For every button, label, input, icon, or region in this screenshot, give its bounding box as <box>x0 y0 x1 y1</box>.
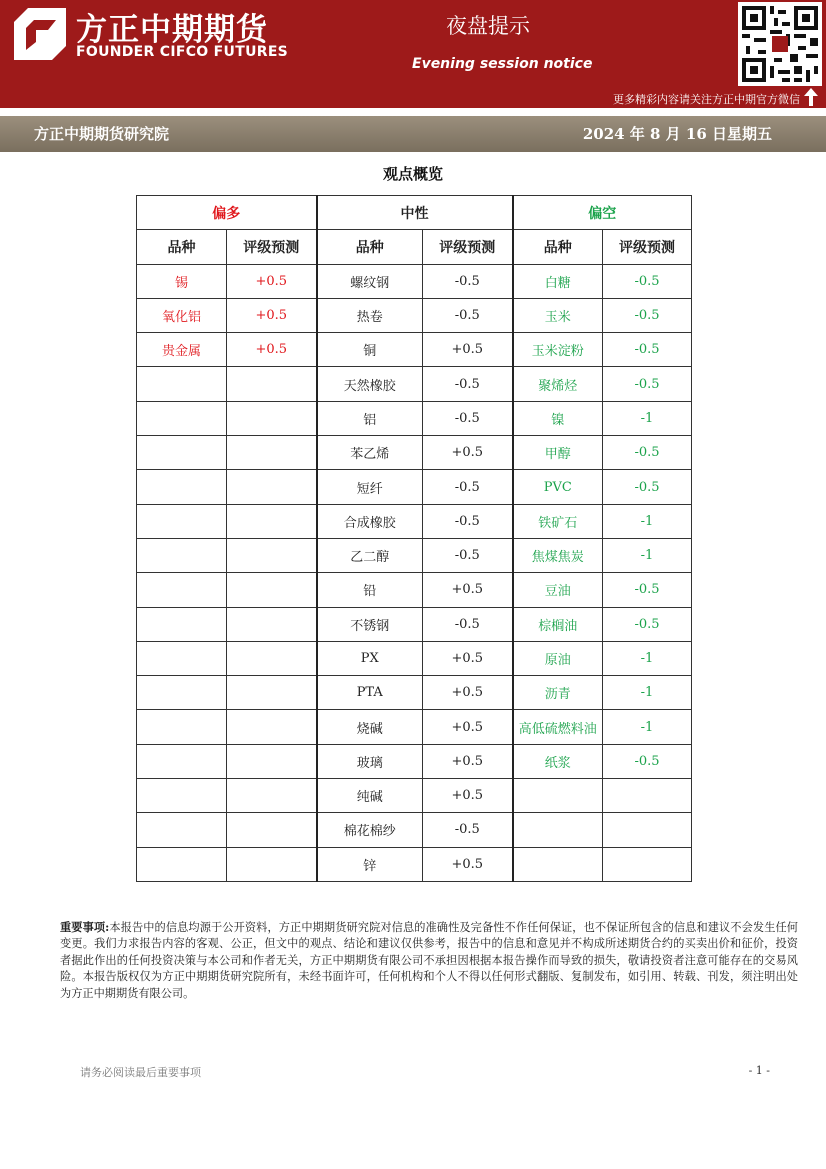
report-date: 2024 年 8 月 16 日星期五 <box>582 125 772 143</box>
rating-cell: -0.5 <box>423 470 513 504</box>
rating-cell: -1 <box>603 401 692 435</box>
rating-cell <box>227 676 317 710</box>
rating-cell <box>227 744 317 778</box>
variety-cell: 焦煤焦炭 <box>513 538 603 572</box>
col-rating: 评级预测 <box>423 230 513 264</box>
footer-note: 请务必阅读最后重要事项 <box>80 1066 201 1079</box>
variety-cell <box>137 779 227 813</box>
variety-cell: PX <box>317 641 423 675</box>
group-neutral: 中性 <box>317 196 513 230</box>
variety-cell: 铅 <box>317 573 423 607</box>
rating-cell: -0.5 <box>423 401 513 435</box>
variety-cell <box>137 710 227 744</box>
table-title: 观点概览 <box>382 165 443 183</box>
rating-cell: +0.5 <box>227 298 317 332</box>
rating-cell <box>227 573 317 607</box>
rating-cell: -1 <box>603 676 692 710</box>
variety-cell: 原油 <box>513 641 603 675</box>
rating-cell: -0.5 <box>603 298 692 332</box>
variety-cell: 乙二醇 <box>317 538 423 572</box>
sub-header-bar <box>0 116 826 152</box>
variety-cell <box>137 470 227 504</box>
variety-cell <box>137 436 227 470</box>
table-row <box>137 641 692 675</box>
rating-cell: +0.5 <box>423 573 513 607</box>
rating-cell: -0.5 <box>603 264 692 298</box>
group-bullish: 偏多 <box>137 196 317 230</box>
variety-cell: PVC <box>513 470 603 504</box>
variety-cell: 螺纹钢 <box>317 264 423 298</box>
rating-cell <box>227 847 317 881</box>
variety-cell: 合成橡胶 <box>317 504 423 538</box>
variety-cell: 玉米淀粉 <box>513 333 603 367</box>
rating-cell: -0.5 <box>603 333 692 367</box>
variety-cell: 铜 <box>317 333 423 367</box>
rating-cell <box>227 813 317 847</box>
variety-cell: 豆油 <box>513 573 603 607</box>
col-rating: 评级预测 <box>227 230 317 264</box>
rating-cell: -1 <box>603 641 692 675</box>
variety-cell: 甲醇 <box>513 436 603 470</box>
table-row <box>137 264 692 298</box>
rating-cell: +0.5 <box>423 744 513 778</box>
logo-text-en: FOUNDER CIFCO FUTURES <box>76 44 289 60</box>
rating-cell <box>227 607 317 641</box>
variety-cell <box>137 607 227 641</box>
header-band <box>0 0 826 108</box>
table-row <box>137 436 692 470</box>
variety-cell: PTA <box>317 676 423 710</box>
variety-cell: 棉花棉纱 <box>317 813 423 847</box>
rating-cell: -0.5 <box>423 538 513 572</box>
variety-cell: 纯碱 <box>317 779 423 813</box>
group-bearish: 偏空 <box>513 196 692 230</box>
disclaimer-text: 本报告中的信息均源于公开资料，方正中期期货研究院对信息的准确性及完备性不作任何保证，也不保证所包含的信息和建议不会发生任何变更。我们力求报告内容的客观、公正，但文中的观点、结论和建议仅供参考，报告中的信息和意见并不构成所述期货合约的买卖出价和征价，投资者据此作出的任何投资决策与本公司和作者无关，方正中期期货有限公司不承担因根据本报告操作而导致的损失，敬请投资者注意可能存在的交易风险。本报告版权仅为方正中期期货研究院所有，未经书面许可，任何机构和个人不得以任何形式翻版、复制发布，如引用、转载、刊发，须注明出处为方正中期期货有限公司。 <box>60 921 798 1000</box>
column-header-row <box>137 230 692 264</box>
page-number: - 1 - <box>748 1064 770 1077</box>
rating-cell: +0.5 <box>423 436 513 470</box>
rating-cell <box>603 779 692 813</box>
table-row <box>137 607 692 641</box>
table-row <box>137 470 692 504</box>
variety-cell: 镍 <box>513 401 603 435</box>
table-row <box>137 298 692 332</box>
variety-cell: 贵金属 <box>137 333 227 367</box>
variety-cell <box>137 676 227 710</box>
variety-cell: 短纤 <box>317 470 423 504</box>
variety-cell <box>137 847 227 881</box>
group-header-row <box>137 196 692 230</box>
rating-cell: -1 <box>603 710 692 744</box>
rating-cell: -0.5 <box>603 744 692 778</box>
rating-cell: -0.5 <box>423 504 513 538</box>
rating-cell <box>227 367 317 401</box>
rating-cell: -0.5 <box>423 367 513 401</box>
disclaimer-label: 重要事项: <box>60 920 110 934</box>
logo-text-cn: 方正中期期货 <box>76 12 268 48</box>
table-row <box>137 744 692 778</box>
rating-cell <box>227 436 317 470</box>
variety-cell: 玉米 <box>513 298 603 332</box>
rating-cell <box>227 504 317 538</box>
rating-cell: +0.5 <box>423 847 513 881</box>
variety-cell: 热卷 <box>317 298 423 332</box>
rating-cell: -0.5 <box>603 470 692 504</box>
variety-cell <box>513 847 603 881</box>
variety-cell: 不锈钢 <box>317 607 423 641</box>
variety-cell: 氧化铝 <box>137 298 227 332</box>
variety-cell: 沥青 <box>513 676 603 710</box>
rating-cell: +0.5 <box>423 710 513 744</box>
variety-cell <box>137 401 227 435</box>
page-title: 夜盘提示 <box>446 14 530 38</box>
variety-cell: 玻璃 <box>317 744 423 778</box>
variety-cell <box>513 813 603 847</box>
table-row <box>137 573 692 607</box>
rating-cell: +0.5 <box>423 641 513 675</box>
table-row <box>137 676 692 710</box>
rating-cell <box>227 641 317 675</box>
variety-cell: 聚烯烃 <box>513 367 603 401</box>
rating-cell: -0.5 <box>603 367 692 401</box>
rating-cell <box>227 779 317 813</box>
table-row <box>137 710 692 744</box>
disclaimer <box>60 919 798 1002</box>
table-row <box>137 333 692 367</box>
variety-cell <box>137 573 227 607</box>
variety-cell: 烧碱 <box>317 710 423 744</box>
institute-name: 方正中期期货研究院 <box>34 125 170 143</box>
variety-cell <box>137 813 227 847</box>
col-variety: 品种 <box>513 230 603 264</box>
variety-cell: 天然橡胶 <box>317 367 423 401</box>
rating-cell <box>227 538 317 572</box>
table-row <box>137 779 692 813</box>
qr-code-icon <box>738 2 822 86</box>
rating-cell <box>603 813 692 847</box>
founder-logo-icon <box>14 8 66 60</box>
rating-cell: -0.5 <box>423 298 513 332</box>
variety-cell: 铁矿石 <box>513 504 603 538</box>
variety-cell: 棕榈油 <box>513 607 603 641</box>
rating-cell: -0.5 <box>603 607 692 641</box>
table-row <box>137 847 692 881</box>
rating-cell: -1 <box>603 504 692 538</box>
rating-cell: -0.5 <box>423 264 513 298</box>
rating-cell: +0.5 <box>423 333 513 367</box>
rating-cell: +0.5 <box>227 264 317 298</box>
rating-cell: +0.5 <box>227 333 317 367</box>
rating-cell <box>227 401 317 435</box>
table-row <box>137 504 692 538</box>
variety-cell <box>513 779 603 813</box>
rating-cell <box>227 710 317 744</box>
table-row <box>137 813 692 847</box>
rating-cell: -0.5 <box>423 813 513 847</box>
variety-cell <box>137 641 227 675</box>
variety-cell <box>137 744 227 778</box>
variety-cell: 高低硫燃料油 <box>513 710 603 744</box>
variety-cell <box>137 538 227 572</box>
page-subtitle: Evening session notice <box>412 56 593 72</box>
variety-cell: 铝 <box>317 401 423 435</box>
rating-cell <box>603 847 692 881</box>
rating-cell: -1 <box>603 538 692 572</box>
variety-cell: 锌 <box>317 847 423 881</box>
table-row <box>137 538 692 572</box>
variety-cell <box>137 367 227 401</box>
col-variety: 品种 <box>137 230 227 264</box>
rating-cell: -0.5 <box>423 607 513 641</box>
variety-cell: 白糖 <box>513 264 603 298</box>
variety-cell: 苯乙烯 <box>317 436 423 470</box>
table-row <box>137 401 692 435</box>
rating-cell: +0.5 <box>423 676 513 710</box>
col-variety: 品种 <box>317 230 423 264</box>
rating-cell: -0.5 <box>603 573 692 607</box>
up-arrow-icon <box>804 88 818 106</box>
wechat-follow-note: 更多精彩内容请关注方正中期官方微信 <box>613 93 800 106</box>
variety-cell <box>137 504 227 538</box>
col-rating: 评级预测 <box>603 230 692 264</box>
table-row <box>137 367 692 401</box>
rating-cell: +0.5 <box>423 779 513 813</box>
variety-cell: 锡 <box>137 264 227 298</box>
rating-cell: -0.5 <box>603 436 692 470</box>
views-overview-table <box>136 195 692 882</box>
variety-cell: 纸浆 <box>513 744 603 778</box>
rating-cell <box>227 470 317 504</box>
